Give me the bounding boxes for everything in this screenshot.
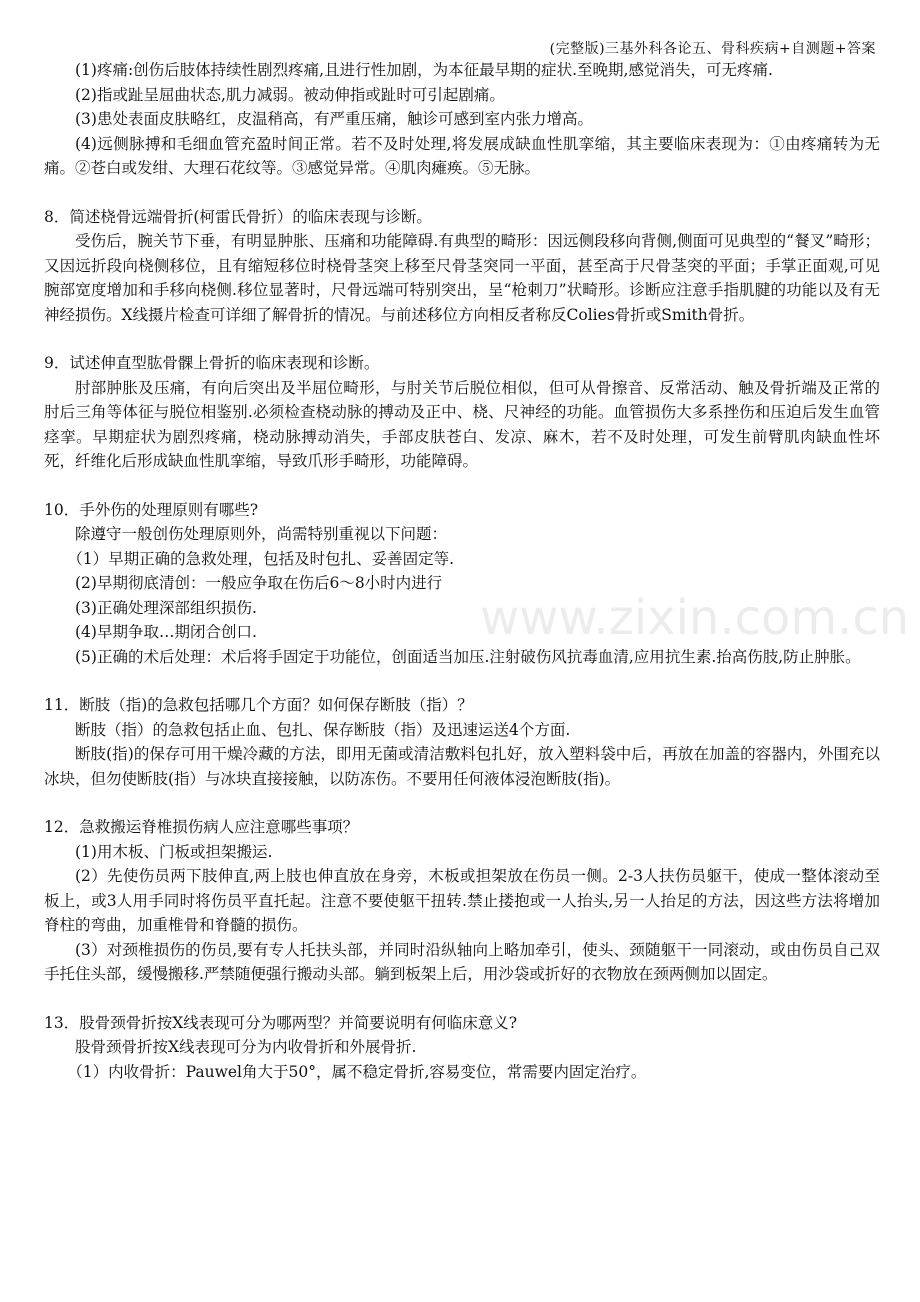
watermark: www.zixin.com.cn (480, 590, 910, 646)
document-body (44, 58, 880, 1084)
page-header: (完整版)三基外科各论五、骨科疾病+自测题+答案 (549, 41, 876, 57)
paragraph: （1）早期正确的急救处理，包括及时包扎、妥善固定等. (67, 549, 455, 568)
paragraph: 除遵守一般创伤处理原则外，尚需特别重视以下问题： (75, 525, 448, 543)
paragraph: (1)用木板、门板或担架搬运. (75, 842, 273, 861)
paragraph: (1)疼痛:创伤后肢体持续性剧烈疼痛,且进行性加剧，为本征最早期的症状.至晚期,感觉消失，可无疼痛. (75, 61, 773, 79)
question-heading: 9．试述伸直型肱骨髁上骨折的临床表现和诊断。 (44, 354, 380, 372)
paragraph: 断肢（指）的急救包括止血、包扎、保存断肢（指）及迅速运送4个方面. (75, 720, 571, 739)
paragraph: 股骨颈骨折按X线表现可分为内收骨折和外展骨折. (75, 1038, 417, 1056)
paragraph: (3)正确处理深部组织损伤. (75, 598, 257, 617)
question-heading: 11．断肢（指)的急救包括哪几个方面？如何保存断肢（指）？ (44, 696, 473, 714)
question-heading: 8．简述桡骨远端骨折(柯雷氏骨折）的临床表现与诊断。 (44, 207, 432, 226)
paragraph: (4)远侧脉搏和毛细血管充盈时间正常。若不及时处理,将发展成缺血性肌挛缩，其主要临床表现为：①由疼痛转为无痛。②苍白或发绀、大理石花纹等。③感觉异常。④肌肉瘫痪。⑤无脉。 (44, 134, 880, 177)
paragraph: 肘部肿胀及压痛，有向后突出及半屈位畸形，与肘关节后脱位相似，但可从骨擦音、反常活动、触及骨折端及正常的肘后三角等体征与脱位相鉴别.必须检查桡动脉的搏动及正中、桡、尺神经的功能。血管损伤大多系挫伤和压迫后发生血管痉挛。早期症状为剧烈疼痛，桡动脉搏动消失，手部皮肤苍白、发凉、麻木，若不及时处理，可发生前臂肌肉缺血性坏死，纤维化后形成缺血性肌挛缩，导致爪形手畸形，功能障碍。 (44, 378, 880, 470)
paragraph: (2）先使伤员两下肢伸直,两上肢也伸直放在身旁，木板或担架放在伤员一侧。2-3人扶伤员躯干，使成一整体滚动至板上，或3人用手同时将伤员平直托起。注意不要使躯干扭转.禁止搂抱或一人抬头,另一人抬足的方法，因这些方法将增加脊柱的弯曲，加重椎骨和脊髓的损伤。 (44, 867, 880, 934)
paragraph: (3）对颈椎损伤的伤员,要有专人托扶头部，并同时沿纵轴向上略加牵引，使头、颈随躯干一同滚动，或由伤员自己双手托住头部，缓慢搬移.严禁随便强行搬动头部。躺到板架上后，用沙袋或折好的衣物放在颈两侧加以固定。 (44, 940, 880, 983)
paragraph: (2)指或趾呈屈曲状态,肌力减弱。被动伸指或趾时可引起剧痛。 (75, 85, 505, 104)
paragraph: (2)早期彻底清创：一般应争取在伤后6～8小时内进行 (75, 574, 443, 592)
paragraph: 断肢(指)的保存可用干燥冷藏的方法，即用无菌或清洁敷料包扎好，放入塑料袋中后，再放在加盖的容器内，外围充以冰块，但勿使断肢(指）与冰块直接接触，以防冻伤。不要用任何液体浸泡断肢(指)。 (44, 745, 880, 788)
question-heading: 10．手外伤的处理原则有哪些? (44, 500, 259, 519)
paragraph: (4)早期争取…期闭合创口. (75, 623, 257, 641)
paragraph: 受伤后，腕关节下垂，有明显肿胀、压痛和功能障碍.有典型的畸形：因远侧段移向背侧,侧面可见典型的“餐叉”畸形；又因远折段向桡侧移位，且有缩短移位时桡骨茎突上移至尺骨茎突同一平面，甚至高于尺骨茎突的平面；手掌正面观,可见腕部宽度增加和手移向桡侧.移位显著时，尺骨远端可特别突出，呈“枪刺刀”状畸形。诊断应注意手指肌腱的功能以及有无神经损伤。X线摄片检查可详细了解骨折的情况。与前述移位方向相反者称反Colies骨折或Smith骨折。 (44, 232, 880, 324)
question-heading: 12．急救搬运脊椎损伤病人应注意哪些事项？ (44, 818, 359, 836)
question-heading: 13．股骨颈骨折按X线表现可分为哪两型？并简要说明有何临床意义? (44, 1013, 518, 1032)
paragraph: (5)正确的术后处理：术后将手固定于功能位，创面适当加压.注射破伤风抗毒血清,应用抗生素.抬高伤肢,防止肿胀。 (75, 647, 861, 666)
paragraph: （1）内收骨折：Pauwel角大于50°，属不稳定骨折,容易变位，常需要内固定治疗。 (67, 1062, 647, 1081)
paragraph: (3)患处表面皮肤略红，皮温稍高，有严重压痛，触诊可感到室内张力增高。 (75, 110, 593, 128)
